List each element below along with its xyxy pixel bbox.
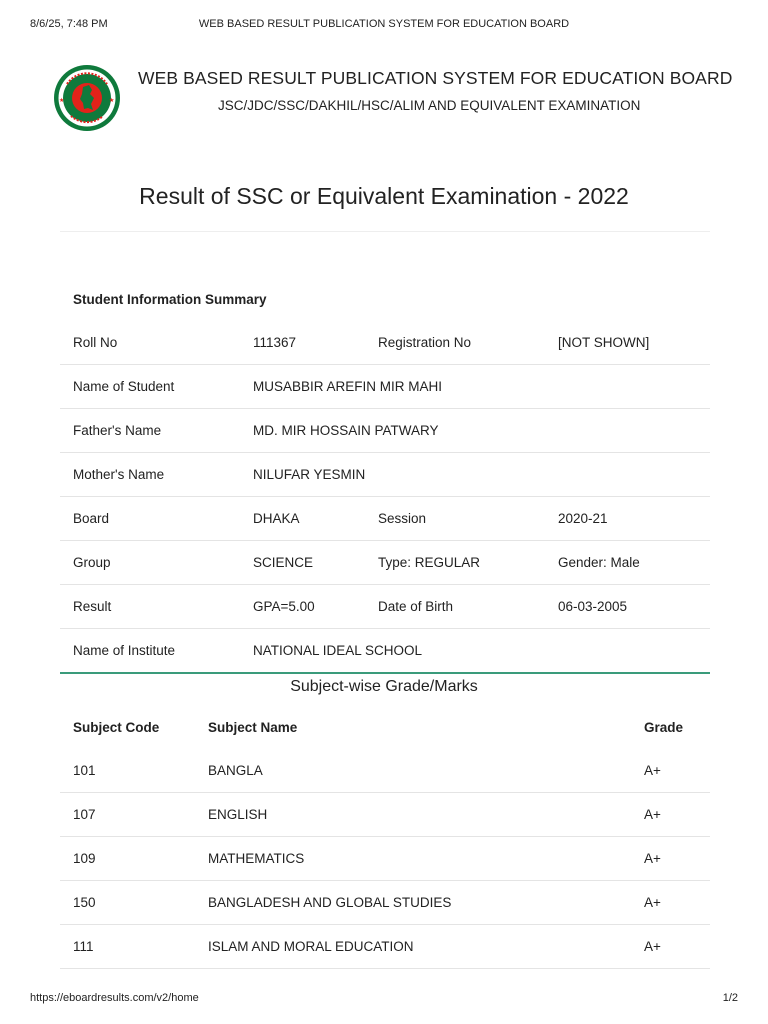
info-label: Name of Student — [73, 379, 175, 394]
info-value: [NOT SHOWN] — [558, 335, 650, 350]
info-value: NATIONAL IDEAL SCHOOL — [253, 643, 423, 658]
info-row-group — [60, 541, 710, 585]
info-label: Roll No — [73, 335, 118, 350]
info-value: MUSABBIR AREFIN MIR MAHI — [253, 379, 443, 394]
info-label: Group — [73, 555, 111, 570]
student-info-table — [60, 321, 710, 674]
subject-name: ISLAM AND MORAL EDUCATION — [208, 939, 414, 954]
print-title: WEB BASED RESULT PUBLICATION SYSTEM FOR EDUCATION BOARD — [198, 18, 570, 30]
info-value: 2020-21 — [558, 511, 608, 526]
info-value: NILUFAR YESMIN — [253, 467, 366, 482]
table-row — [60, 881, 710, 925]
subject-grade: A+ — [644, 851, 661, 866]
student-info-heading: Student Information Summary — [73, 292, 267, 307]
subject-grade: A+ — [644, 763, 661, 778]
subjects-heading: Subject-wise Grade/Marks — [290, 678, 478, 695]
info-row-name — [60, 365, 710, 409]
info-label: Registration No — [378, 335, 472, 350]
info-row-result — [60, 585, 710, 629]
subject-grade: A+ — [644, 939, 661, 954]
subject-code: 150 — [73, 895, 96, 910]
subject-name: ENGLISH — [208, 807, 268, 822]
table-row — [60, 925, 710, 969]
title-divider — [60, 231, 710, 232]
info-row-institute — [60, 629, 710, 674]
info-label: Result — [73, 599, 112, 614]
svg-text:★: ★ — [59, 97, 65, 104]
subject-code: 111 — [73, 939, 94, 954]
table-row — [60, 749, 710, 793]
info-row-mother — [60, 453, 710, 497]
info-value: 06-03-2005 — [558, 599, 628, 614]
info-label: Father's Name — [73, 423, 162, 438]
print-footer — [30, 992, 738, 1008]
info-value: GPA=5.00 — [253, 599, 315, 614]
info-value: SCIENCE — [253, 555, 314, 570]
site-subtitle: JSC/JDC/SSC/DAKHIL/HSC/ALIM AND EQUIVALENT EXAMINATION — [218, 98, 641, 113]
page-url: https://eboardresults.com/v2/home — [30, 992, 199, 1004]
info-row-board — [60, 497, 710, 541]
subject-name: BANGLA — [208, 763, 263, 778]
subject-name: MATHEMATICS — [208, 851, 305, 866]
info-label: Name of Institute — [73, 643, 176, 658]
info-label: Board — [73, 511, 110, 526]
subject-code: 107 — [73, 807, 96, 822]
info-value: DHAKA — [253, 511, 300, 526]
subjects-table-header — [60, 706, 710, 749]
subject-name: BANGLADESH AND GLOBAL STUDIES — [208, 895, 452, 910]
page-number: 1/2 — [722, 992, 738, 1004]
table-row — [60, 793, 710, 837]
column-header: Subject Name — [208, 720, 298, 735]
subject-grade: A+ — [644, 895, 661, 910]
info-value: 111367 — [253, 335, 297, 350]
site-title: WEB BASED RESULT PUBLICATION SYSTEM FOR EDUCATION BOARD — [138, 68, 733, 88]
government-seal-icon — [53, 64, 121, 132]
info-label: Mother's Name — [73, 467, 165, 482]
info-value: Type: REGULAR — [378, 555, 481, 570]
subject-code: 101 — [73, 763, 96, 778]
exam-title: Result of SSC or Equivalent Examination - 2022 — [139, 183, 629, 209]
info-row-roll — [60, 321, 710, 365]
column-header: Grade — [644, 720, 684, 735]
print-datetime: 8/6/25, 7:48 PM — [30, 18, 108, 30]
table-row — [60, 837, 710, 881]
info-label: Date of Birth — [378, 599, 454, 614]
info-value: MD. MIR HOSSAIN PATWARY — [253, 423, 439, 438]
svg-text:★: ★ — [109, 97, 115, 104]
print-header — [30, 18, 738, 34]
info-value: Gender: Male — [558, 555, 640, 570]
column-header: Subject Code — [73, 720, 160, 735]
info-row-father — [60, 409, 710, 453]
subject-code: 109 — [73, 851, 96, 866]
info-label: Session — [378, 511, 427, 526]
subject-grade: A+ — [644, 807, 661, 822]
subjects-table — [60, 706, 710, 969]
